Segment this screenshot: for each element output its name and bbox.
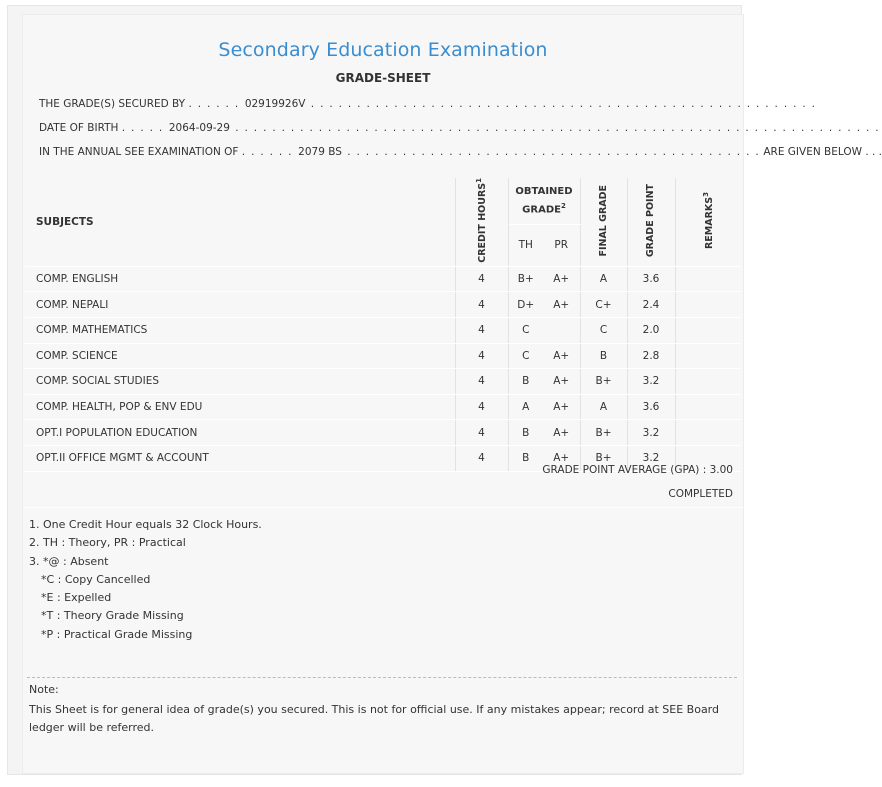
final-grade-cell: C [580, 317, 627, 343]
obtained-grade-header: OBTAINED GRADE$^2$ [508, 178, 580, 224]
exam-year: 2079 BS [298, 146, 342, 158]
credit-cell: 4 [455, 369, 508, 395]
footnote-3: 3. *@ : Absent [29, 554, 109, 568]
practical-grade-cell: A+ [543, 343, 580, 369]
credit-cell: 4 [455, 394, 508, 420]
footnote-1: 1. One Credit Hour equals 32 Clock Hours. [29, 518, 262, 531]
theory-grade-cell: D+ [508, 292, 543, 318]
theory-grade-cell: B [508, 369, 543, 395]
final-grade-cell: B+ [580, 369, 627, 395]
practical-grade-cell: A+ [543, 394, 580, 420]
grade-point-cell: 3.2 [627, 420, 675, 446]
grade-point-cell: 3.6 [627, 394, 675, 420]
footnote-3a: *C : Copy Cancelled [41, 572, 151, 586]
table-row [25, 317, 741, 343]
subjects-header: SUBJECTS [25, 178, 455, 266]
subject-cell: OPT.II OFFICE MGMT & ACCOUNT [25, 445, 455, 471]
practical-grade-cell: A+ [543, 292, 580, 318]
grades-table [25, 178, 741, 472]
subject-cell: COMP. MATHEMATICS [25, 317, 455, 343]
grade-point-cell: 3.2 [627, 369, 675, 395]
credit-cell: 4 [455, 343, 508, 369]
credit-cell: 4 [455, 292, 508, 318]
remarks-cell [675, 343, 741, 369]
remarks-cell [675, 369, 741, 395]
grade-point-cell: 2.8 [627, 343, 675, 369]
secured-by-line: THE GRADE(S) SECURED BY . . . . . . 02919926V . . . . . . . . . . . . . . . . . . . . . . . . . . . . . . . . . . . . . . . . . . . . . . . . . . . . . . . [39, 98, 817, 110]
grade-point-cell: 3.2 [627, 445, 675, 471]
credit-cell: 4 [455, 266, 508, 292]
grade-point-cell: 2.4 [627, 292, 675, 318]
credit-cell: 4 [455, 445, 508, 471]
final-grade-cell: A [580, 266, 627, 292]
exam-line: IN THE ANNUAL SEE EXAMINATION OF . . . . . . 2079 BS . . . . . . . . . . . . . . . . . . . . . . . . . . . . . . . . . . . . . . . . . . . . . ARE GIVEN BELOW . . . [39, 146, 882, 158]
final-grade-cell: B+ [580, 445, 627, 471]
remarks-header: REMARKS$^3$ [675, 178, 741, 266]
theory-grade-cell: C [508, 317, 543, 343]
remarks-cell [675, 394, 741, 420]
page-subtitle: GRADE-SHEET [335, 71, 431, 85]
footnote-3d: *P : Practical Grade Missing [41, 627, 193, 641]
subject-cell: COMP. ENGLISH [25, 266, 455, 292]
subject-cell: COMP. NEPALI [25, 292, 455, 318]
exam-label: IN THE ANNUAL SEE EXAMINATION OF [39, 146, 239, 158]
grade-point-cell: 2.0 [627, 317, 675, 343]
table-row [25, 369, 741, 395]
table-row [25, 292, 741, 318]
table-row [25, 420, 741, 446]
footnote-2: 2. TH : Theory, PR : Practical [29, 536, 186, 550]
footnotes [29, 516, 262, 644]
remarks-cell [675, 292, 741, 318]
credit-cell: 4 [455, 420, 508, 446]
gpa-text: GRADE POINT AVERAGE (GPA) : 3.00 [542, 464, 733, 476]
practical-grade-cell: A+ [543, 420, 580, 446]
final-grade-cell: C+ [580, 292, 627, 318]
secured-by-label: THE GRADE(S) SECURED BY [39, 98, 186, 110]
divider [23, 507, 743, 508]
subject-cell: OPT.I POPULATION EDUCATION [25, 420, 455, 446]
practical-grade-cell: A+ [543, 445, 580, 471]
grade-point-cell: 3.6 [627, 266, 675, 292]
final-grade-cell: B+ [580, 420, 627, 446]
dob-line: DATE OF BIRTH . . . . . 2064-09-29 . . . . . . . . . . . . . . . . . . . . . . . . . . . . . . . . . . . . . . . . . . . . . . . . . . . . . . . . . . . . . . . . . . . . . . [39, 122, 880, 134]
theory-grade-cell: B [508, 445, 543, 471]
dob-label: DATE OF BIRTH [39, 122, 119, 134]
table-row [25, 394, 741, 420]
note-text: This Sheet is for general idea of grade(s) you secured. This is not for official use. If any mistakes appear; record at SEE Board ledger will be referred. [29, 703, 719, 734]
remarks-cell [675, 266, 741, 292]
final-grade-cell: A [580, 394, 627, 420]
page-title: Secondary Education Examination [218, 39, 548, 61]
theory-grade-cell: A [508, 394, 543, 420]
footnote-3c: *T : Theory Grade Missing [41, 609, 184, 623]
practical-grade-cell: A+ [543, 369, 580, 395]
remarks-cell [675, 317, 741, 343]
theory-grade-cell: B [508, 420, 543, 446]
grade-point-header: GRADE POINT [627, 178, 675, 266]
footnote-3b: *E : Expelled [41, 591, 112, 605]
table-row [25, 343, 741, 369]
practical-header: PR [543, 224, 580, 266]
theory-grade-cell: C [508, 343, 543, 369]
dob-value: 2064-09-29 [168, 122, 230, 134]
exam-suffix: ARE GIVEN BELOW . . . [763, 146, 882, 158]
credit-hours-header: CREDIT HOURS$^1$ [455, 178, 508, 266]
symbol-number: 02919926V [244, 98, 306, 110]
result-status: COMPLETED [668, 488, 733, 500]
grade-sheet-panel [22, 14, 882, 774]
dashed-divider [27, 677, 737, 678]
final-grade-header: FINAL GRADE [580, 178, 627, 266]
subject-cell: COMP. SOCIAL STUDIES [25, 369, 455, 395]
practical-grade-cell: A+ [543, 266, 580, 292]
grade-sheet-frame [7, 5, 882, 775]
theory-grade-cell: B+ [508, 266, 543, 292]
credit-cell: 4 [455, 317, 508, 343]
final-grade-cell: B [580, 343, 627, 369]
table-row [25, 266, 741, 292]
theory-header: TH [508, 224, 543, 266]
subject-cell: COMP. HEALTH, POP & ENV EDU [25, 394, 455, 420]
remarks-cell [675, 420, 741, 446]
practical-grade-cell [543, 317, 580, 343]
subject-cell: COMP. SCIENCE [25, 343, 455, 369]
note-heading: Note: [29, 683, 59, 696]
